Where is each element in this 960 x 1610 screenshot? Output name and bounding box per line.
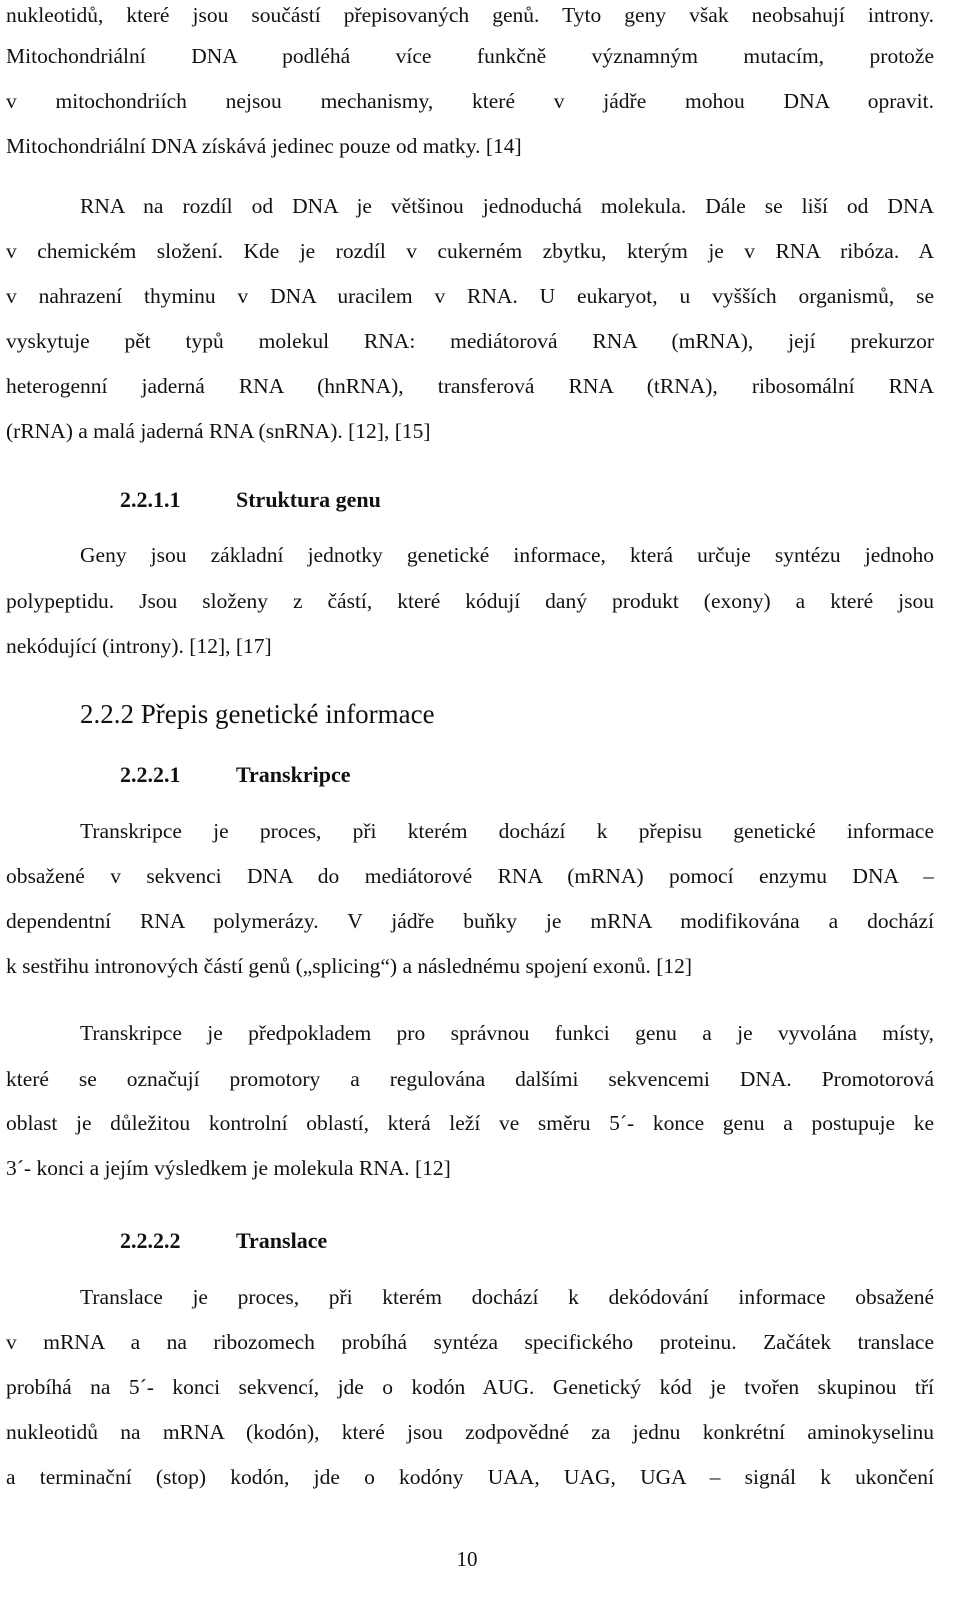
text-line: v mitochondriích nejsou mechanismy, které v jádře mohou DNA opravit. bbox=[6, 89, 934, 113]
text-line: Geny jsou základní jednotky genetické informace, která určuje syntézu jednoho bbox=[80, 543, 934, 567]
text-line: (rRNA) a malá jaderná RNA (snRNA). [12], [15] bbox=[6, 419, 431, 443]
text-line: oblast je důležitou kontrolní oblastí, která leží ve směru 5´- konce genu a postupuje ke bbox=[6, 1111, 934, 1135]
subsection-heading: 2.2.2 Přepis genetické informace bbox=[80, 699, 435, 729]
heading-number: 2.2.1.1 bbox=[120, 487, 181, 512]
page-number: 10 bbox=[456, 1547, 478, 1571]
text-line: Mitochondriální DNA získává jedinec pouze od matky. [14] bbox=[6, 134, 522, 158]
text-line: nekódující (introny). [12], [17] bbox=[6, 634, 272, 658]
text-line: a terminační (stop) kodón, jde o kodóny UAA, UAG, UGA – signál k ukončení bbox=[6, 1465, 934, 1489]
text-line: nukleotidů na mRNA (kodón), které jsou zodpovědné za jednu konkrétní aminokyselinu bbox=[6, 1420, 934, 1444]
heading-title: Transkripce bbox=[236, 762, 351, 787]
text-line: které se označují promotory a regulována dalšími sekvencemi DNA. Promotorová bbox=[6, 1067, 934, 1091]
heading-number: 2.2.2.2 bbox=[120, 1228, 181, 1253]
text-line: v mRNA a na ribozomech probíhá syntéza specifického proteinu. Začátek translace bbox=[6, 1330, 934, 1354]
text-line: heterogenní jaderná RNA (hnRNA), transferová RNA (tRNA), ribosomální RNA bbox=[6, 374, 934, 398]
heading-title: Struktura genu bbox=[236, 487, 381, 512]
text-line: Mitochondriální DNA podléhá více funkčně významným mutacím, protože bbox=[6, 44, 934, 68]
text-line: dependentní RNA polymerázy. V jádře buňky je mRNA modifikována a dochází bbox=[6, 909, 934, 933]
heading-number: 2.2.2.1 bbox=[120, 762, 181, 787]
text-line: vyskytuje pět typů molekul RNA: mediátorová RNA (mRNA), její prekurzor bbox=[6, 329, 934, 353]
heading-title: Translace bbox=[236, 1228, 328, 1253]
text-line: obsažené v sekvenci DNA do mediátorové RNA (mRNA) pomocí enzymu DNA – bbox=[6, 864, 934, 888]
text-line: Translace je proces, při kterém dochází k dekódování informace obsažené bbox=[80, 1285, 934, 1309]
text-line: 3´- konci a jejím výsledkem je molekula RNA. [12] bbox=[6, 1156, 451, 1180]
text-line: RNA na rozdíl od DNA je většinou jednoduchá molekula. Dále se liší od DNA bbox=[80, 194, 934, 218]
text-line: k sestřihu intronových částí genů („splicing“) a následnému spojení exonů. [12] bbox=[6, 954, 693, 978]
text-line: polypeptidu. Jsou složeny z částí, které kódují daný produkt (exony) a které jsou bbox=[6, 589, 934, 613]
text-line: v chemickém složení. Kde je rozdíl v cukerném zbytku, kterým je v RNA ribóza. A bbox=[6, 239, 934, 263]
text-line: v nahrazení thyminu v DNA uracilem v RNA. U eukaryot, u vyšších organismů, se bbox=[6, 284, 934, 308]
text-line: probíhá na 5´- konci sekvencí, jde o kodón AUG. Genetický kód je tvořen skupinou tří bbox=[6, 1375, 934, 1399]
text-line: Transkripce je předpokladem pro správnou funkci genu a je vyvolána místy, bbox=[80, 1021, 934, 1045]
text-line: Transkripce je proces, při kterém dochází k přepisu genetické informace bbox=[80, 819, 934, 843]
text-line: nukleotidů, které jsou součástí přepisovaných genů. Tyto geny však neobsahují introny. bbox=[6, 3, 934, 27]
